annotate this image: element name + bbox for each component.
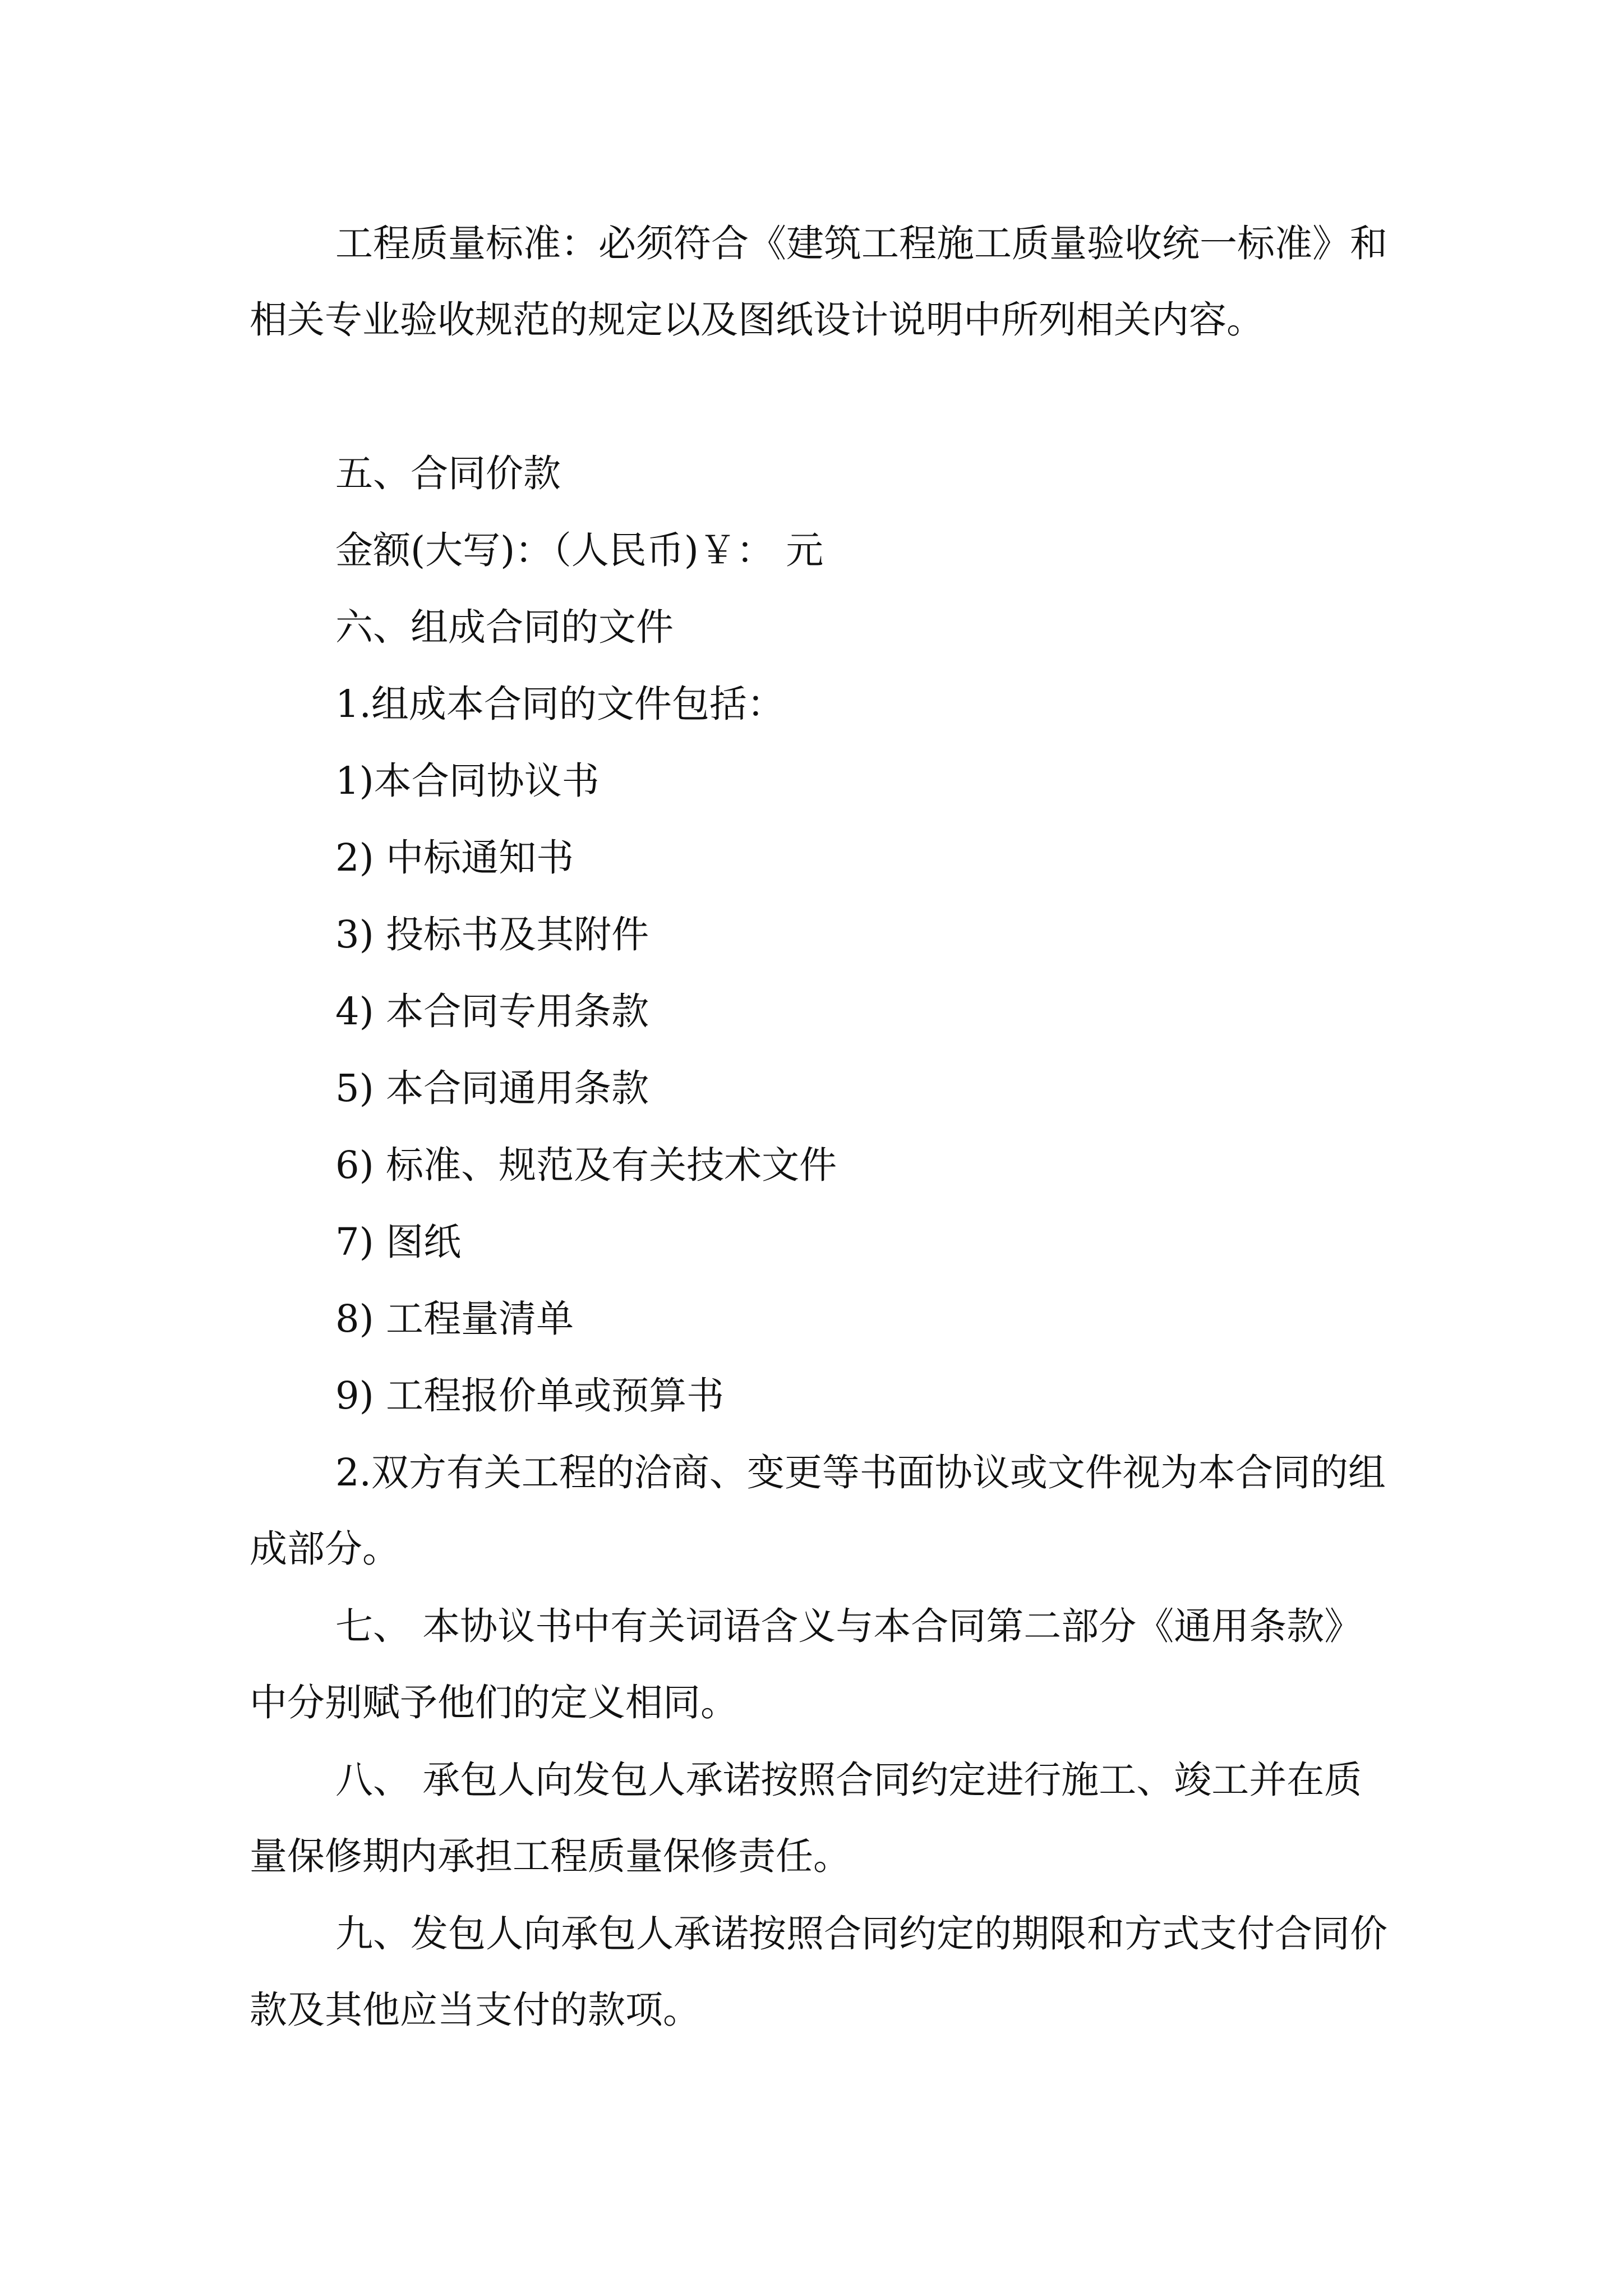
section-6-heading: 六、组成合同的文件 [335,605,674,649]
section-8-paragraph: 八、 承包人向发包人承诺按照合同约定进行施工、竣工并在质量保修期内承担工程质量保修责任。 [250,1758,1362,1878]
section-7-paragraph: 七、 本协议书中有关词语含义与本合同第二部分《通用条款》中分别赋予他们的定义相同。 [250,1604,1362,1724]
list-item: 6) 标准、规范及有关技术文件 [335,1143,837,1187]
negotiation-paragraph: 2.双方有关工程的洽商、变更等书面协议或文件视为本合同的组成部分。 [250,1451,1386,1571]
documents-intro: 1.组成本合同的文件包括： [335,682,785,726]
list-item: 1)本合同协议书 [335,759,600,803]
list-item: 3) 投标书及其附件 [335,913,649,956]
list-item: 5) 本合同通用条款 [335,1066,649,1110]
section-5-heading: 五、合同价款 [335,452,561,495]
list-item: 9) 工程报价单或预算书 [335,1374,725,1418]
list-item: 8) 工程量清单 [335,1297,574,1341]
quality-standard-paragraph: 工程质量标准：必须符合《建筑工程施工质量验收统一标准》和相关专业验收规范的规定以及图纸设计说明中所列相关内容。 [250,222,1387,342]
list-item: 2) 中标通知书 [335,836,574,880]
list-item: 4) 本合同专用条款 [335,990,649,1033]
list-item: 7) 图纸 [335,1220,462,1264]
section-9-paragraph: 九、发包人向承包人承诺按照合同约定的期限和方式支付合同价款及其他应当支付的款项。 [250,1912,1387,2032]
contract-amount-line: 金额(大写)：（人民币)￥： 元 [335,528,824,572]
